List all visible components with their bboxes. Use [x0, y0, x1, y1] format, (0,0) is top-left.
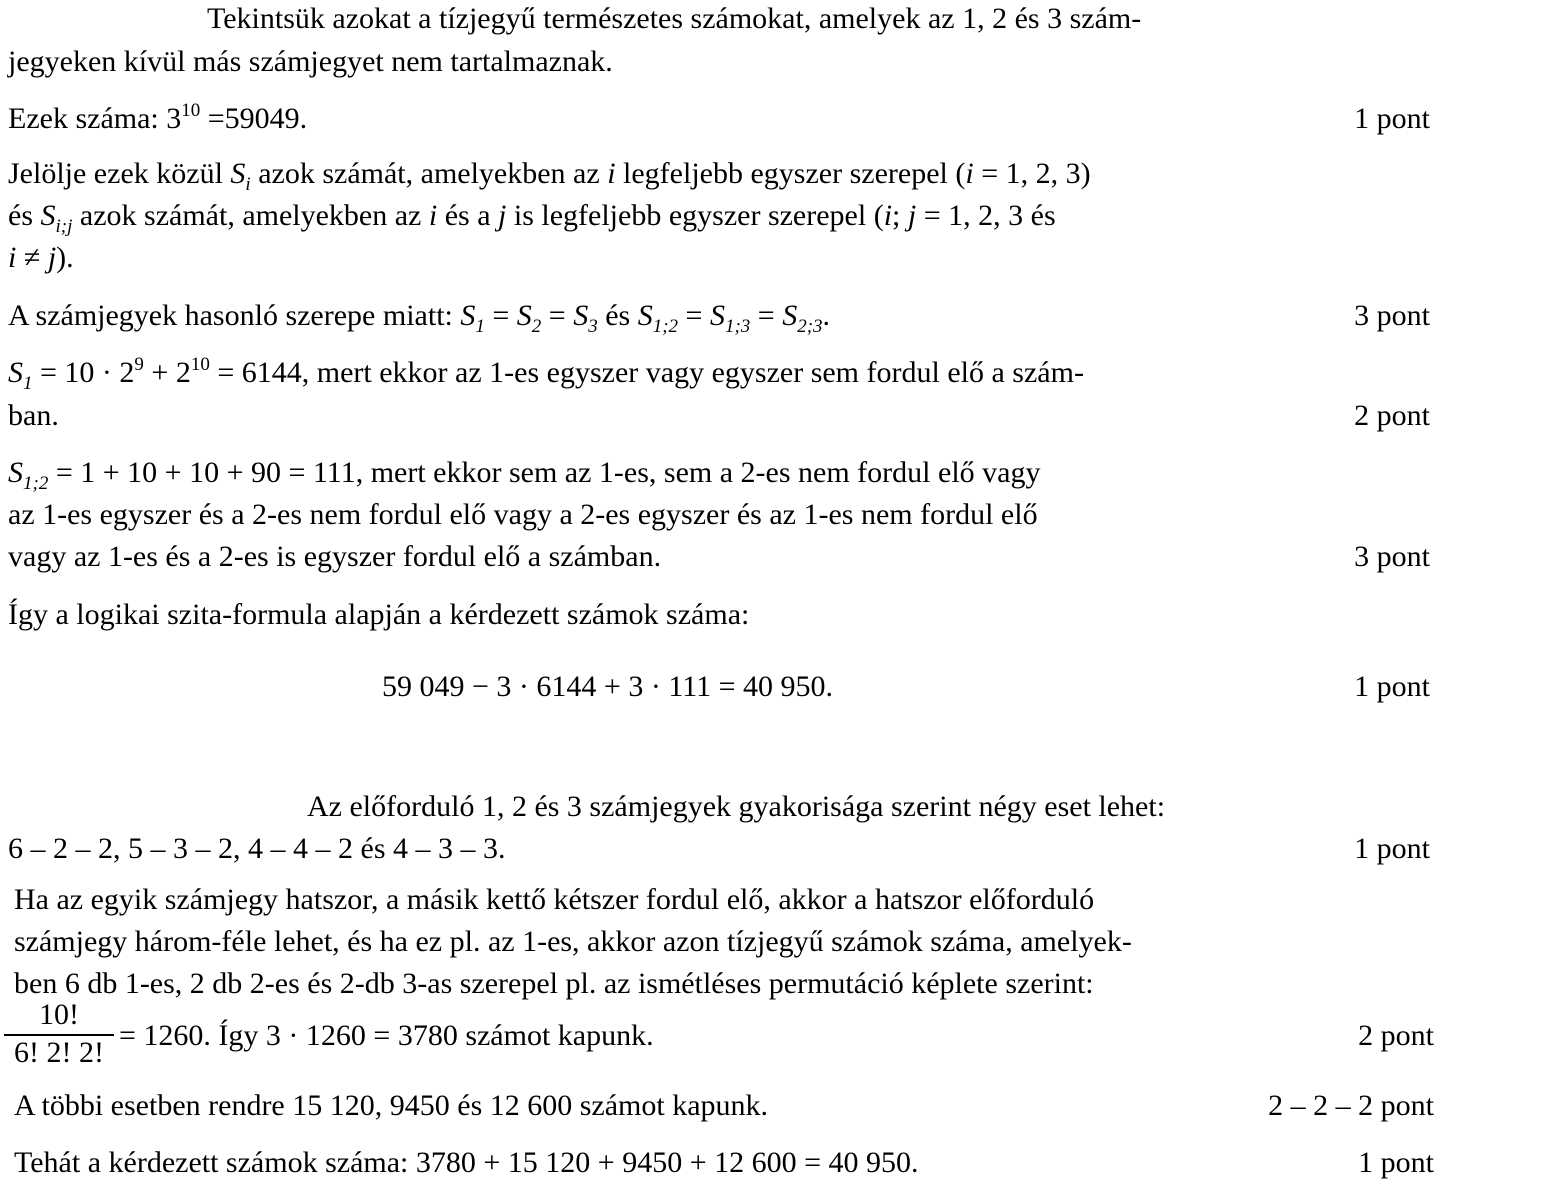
- sol1-line-3-text: Ezek száma: 3: [8, 102, 182, 135]
- sol1-exponent: 10: [181, 100, 201, 121]
- sol2-line-2: 6 – 2 – 2, 5 – 3 – 2, 4 – 4 – 2 és 4 – 3 – 3.: [8, 832, 506, 865]
- sol1-line-10: $S_{1;2} = 1 + 10 + 10 + 90 = 111$, mert ekkor sem az 1-es, sem a 2-es nem fordul elő vagy: [8, 456, 1041, 494]
- sol2-points-3: 2 – 2 – 2 pont: [1268, 1089, 1434, 1122]
- sol2-line-7: A többi esetben rendre 15 120, 9450 és 12 600 számot kapunk.: [14, 1089, 769, 1122]
- sol1-line-7: A számjegyek hasonló szerepe miatt: $S_1 = S_2 = S_3$ és $S_{1;2} = S_{1;3} = S_{2;3}$.: [8, 299, 831, 337]
- sol1-line-12: vagy az 1-es és a 2-es is egyszer fordul elő a számban.: [8, 540, 662, 573]
- sol2-line-6: = 1260. Így 3 · 1260 = 3780 számot kapunk.: [119, 1019, 654, 1052]
- sol1-points-1: 1 pont: [1354, 102, 1430, 135]
- sol2-line-8: Tehát a kérdezett számok száma: 3780 + 15 120 + 9450 + 12 600 = 40 950.: [14, 1146, 919, 1179]
- fraction-numerator: 10!: [39, 998, 79, 1031]
- sol1-line-11: az 1-es egyszer és a 2-es nem fordul elő vagy a 2-es egyszer és az 1-es nem fordul elő: [8, 498, 1038, 531]
- sol1-points-5: 1 pont: [1354, 670, 1430, 703]
- sol2-points-4: 1 pont: [1358, 1146, 1434, 1179]
- sol1-line-6: i ≠ j).: [8, 241, 74, 274]
- sol1-line-1: Tekintsük azokat a tízjegyű természetes számokat, amelyek az 1, 2 és 3 szám-: [207, 2, 1142, 35]
- sol1-line-4: Jelölje ezek közül $S_i$ azok számát, amelyekben az i legfeljebb egyszer szerepel (i = 1, 2, 3): [8, 157, 1091, 195]
- fraction-denominator: 6! 2! 2!: [14, 1036, 104, 1069]
- sol1-line-13: Így a logikai szita-formula alapján a kérdezett számok száma:: [8, 598, 750, 631]
- sol1-line-3: [8, 101, 307, 137]
- sol1-line-8: $S_1 = 10 \cdot 2^9 + 2^{10} = 6144$, mert ekkor az 1-es egyszer vagy egyszer sem fordul elő a szám-: [8, 354, 1084, 394]
- sol1-points-2: 3 pont: [1354, 299, 1430, 332]
- sol1-line-3-value: =59049.: [200, 102, 308, 135]
- sol1-line-2: jegyeken kívül más számjegyet nem tartalmaznak.: [8, 45, 613, 78]
- sol1-formula: 59 049 − 3 · 6144 + 3 · 111 = 40 950.: [382, 670, 834, 703]
- sol2-points-2: 2 pont: [1358, 1019, 1434, 1052]
- sol2-line-1: Az előforduló 1, 2 és 3 számjegyek gyakorisága szerint négy eset lehet:: [307, 790, 1166, 823]
- sol1-points-3: 2 pont: [1354, 399, 1430, 432]
- sol2-line-3: Ha az egyik számjegy hatszor, a másik kettő kétszer fordul elő, akkor a hatszor előforduló: [14, 883, 1095, 916]
- sol1-line-9: ban.: [8, 399, 59, 432]
- sol2-fraction: [4, 1000, 114, 1068]
- sol1-points-4: 3 pont: [1354, 540, 1430, 573]
- sol2-line-5: ben 6 db 1-es, 2 db 2-es és 2-db 3-as szerepel pl. az ismétléses permutáció képlete szerint:: [14, 967, 1094, 1000]
- sol2-points-1: 1 pont: [1354, 832, 1430, 865]
- sol1-line-5: és $S_{i;j}$ azok számát, amelyekben az i és a j is legfeljebb egyszer szerepel (i; j = 1, 2, 3 és: [8, 199, 1056, 237]
- sol2-line-4: számjegy három-féle lehet, és ha ez pl. az 1-es, akkor azon tízjegyű számok száma, amelyek-: [14, 925, 1132, 958]
